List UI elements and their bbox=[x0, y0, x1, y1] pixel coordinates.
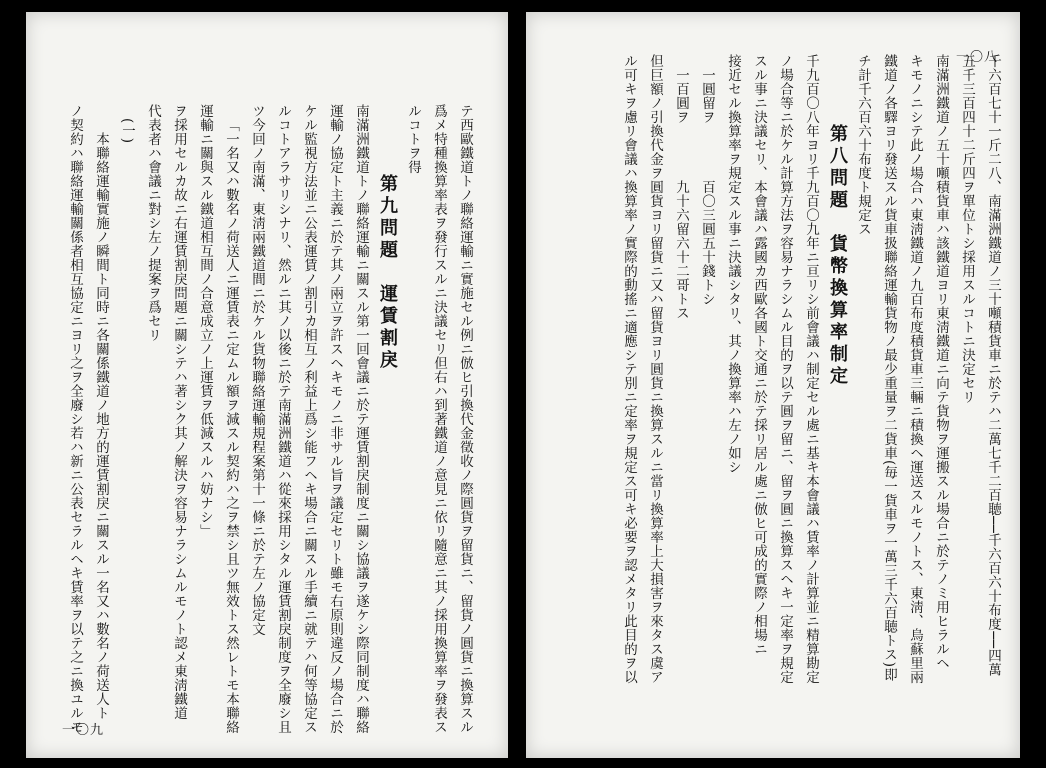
text-column: 爲メ特種換算率表ヲ發行スルニ決議セリ但右ハ到著鐵道ノ意見ニ依リ隨意ニ其ノ採用換算率ヲ發表ス bbox=[431, 104, 447, 734]
text-column: ル可キヲ慮リ會議ハ換算率ノ實際的動搖ニ適應シテ別ニ定率ヲ規定ス可キ必要ヲ認メタリ此目的ヲ以 bbox=[621, 54, 637, 684]
section-heading: 第八問題 貨幣換算率制定 bbox=[827, 124, 848, 388]
text-column: (一) bbox=[119, 118, 135, 144]
text-column: 接近セル換算率ヲ規定スル事ニ決議シタリ、其ノ換算率ハ左ノ如シ bbox=[725, 54, 741, 474]
text-column: 一圓留ヲ 百〇三圓五十錢トシ bbox=[699, 68, 715, 306]
text-column: ノ場合等ニ於ケル計算方法ヲ容易ナラシムル目的ヲ以テ圓ヲ留ニ、留ヲ圓ニ換算スヘキ一定率ヲ規定 bbox=[777, 54, 793, 684]
text-column: 南滿洲鐵道トノ聯絡運輸ニ關スル第一回會議ニ於テ運賃割戾制度ニ關シ協議ヲ遂ケシ際同制度ハ聯絡 bbox=[353, 104, 369, 734]
text-column: キモノニシテ此ノ場合ハ東淸鐵道ノ九百布度積貨車三輛ニ積換ヘ運送スルモノトス、東淸、烏蘇里兩 bbox=[907, 54, 923, 684]
text-column: 但巨額ノ引換代金ヲ圓貨ヨリ留貨ニ又ハ留貨ヨリ圓貨ニ換算スルニ當リ換算率上大損害ヲ來タス虞ア bbox=[647, 54, 663, 684]
text-column: 五千三百四十二斤四ヲ單位トシ採用スルコトニ決定セリ bbox=[959, 54, 975, 404]
text-column: 千九百〇八年ヨリ千九百〇九年ニ亘リシ前會議ハ制定セル處ニ基キ本會議ハ賃率ノ計算並ニ精算勘定 bbox=[803, 54, 819, 684]
text-column: ルコトアラサリシナリ、然ルニ其ノ以後ニ於テ南滿洲鐵道ハ從來採用シタル運賃割戾制度ヲ全廢シ且 bbox=[275, 104, 291, 734]
text-column: 「一名又ハ數名ノ荷送人ニ運賃表ニ定ムル額ヲ減スル契約ハ之ヲ禁シ且ツ無效トス然レトモ本聯絡 bbox=[223, 118, 239, 734]
text-column: 鐵道ノ各驛ヨリ發送スル貨車扱聯絡運輸貨物ノ最少重量ヲ二貨車(毎一貨車ヲ一萬三千六百聴トス)即 bbox=[881, 54, 897, 682]
text-column: 運輸ニ關與スル鐵道相互間ノ合意成立ノ上運賃ヲ低減スルハ妨ナシ」 bbox=[197, 104, 213, 538]
text-column: チ計千六百六十布度ト規定ス bbox=[855, 54, 871, 236]
text-column: 一百圓ヲ 九十六留六十二哥トス bbox=[673, 68, 689, 320]
right-page bbox=[526, 12, 1020, 758]
text-column: テ西歐鐵道トノ聯絡運輸ニ實施セル例ニ倣ヒ引換代金徵收ノ際圓貨ヲ留貨ニ、留貨ノ圓貨ニ換算スル bbox=[457, 104, 473, 734]
text-column: 本聯絡運輸實施ノ瞬間ト同時ニ各關係鐵道ノ地方的運賃割戾ニ關スル一名又ハ數名ノ荷送人ト bbox=[93, 132, 109, 720]
section-heading: 第九問題 運賃割戾 bbox=[377, 174, 398, 372]
text-column: 南滿洲鐵道ノ五十噸積貨車ハ該鐵道ヨリ東淸鐵道ニ向テ貨物ヲ運搬スル場合ニ於テノミ用ヒラルヘ bbox=[933, 54, 949, 670]
text-column: 千六百七十一斤二八、南滿洲鐵道ノ三十噸積貨車ニ於テハ二萬七千二百聴──千六百六十布度──四萬 bbox=[985, 54, 1001, 677]
text-column: 代表者ハ會議ニ對シ左ノ提案ヲ爲セリ bbox=[145, 104, 161, 342]
text-column: ケル監視方法並ニ公表運賃ノ割引カ相互ノ利益上爲シ能フヘキ場合ニ關スル手續ニ就テハ何等協定ス bbox=[301, 104, 317, 734]
left-page bbox=[26, 12, 508, 758]
right-page-text bbox=[554, 54, 1002, 718]
book-gutter bbox=[508, 0, 526, 768]
page-number: 一〇九 bbox=[62, 723, 105, 738]
text-column: スル事ニ決議セリ、本會議ハ露國カ西歐各國ト交通ニ於テ採リ居ル處ニ倣ヒ可成的實際ノ相場ニ bbox=[751, 54, 767, 656]
text-column: ツ今回ノ南滿、東淸兩鐵道間ニ於ケル貨物聯絡運輸規程案第十一條ニ於テ左ノ協定文 bbox=[249, 104, 265, 636]
page-number: 一〇八 bbox=[955, 50, 998, 65]
text-column: 運輸ノ協定ト主義ニ於テ其ノ兩立ヲ許スヘキモノニ非サル旨ヲ議定セリト雖モ右原則違反ノ場合ニ於 bbox=[327, 104, 343, 734]
text-column: ヲ採用セルカ故ニ右運賃割戾問題ニ關シテハ著シク其ノ解決ヲ容易ナラシムルモノト認メ東淸鐵道 bbox=[171, 104, 187, 720]
text-column: ルコトヲ得 bbox=[405, 104, 421, 174]
text-column: ノ契約ハ聯絡運輸關係者相互協定ニヨリ之ヲ全廢シ若ハ新ニ公表セラルヘキ賃率ヲ以テ之ニ換ユルモ bbox=[67, 104, 83, 734]
